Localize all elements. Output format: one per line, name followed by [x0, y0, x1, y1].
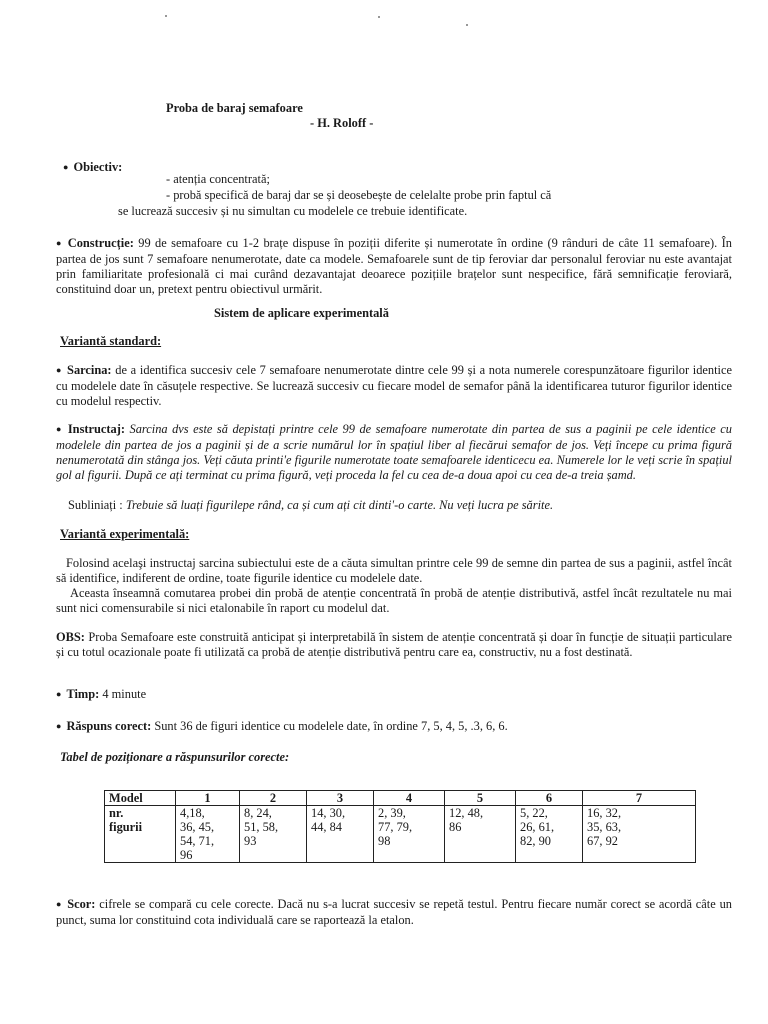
- obs-text: Proba Semafoare este construită anticipat și interpretabilă în sistem de atenție concentrată și doar în funcție de situații particulare și cu totul ocazionale poate fi utilizată ca probă de atenție distributivă pentru care ea, constructiv, nu a fost destinată.: [56, 630, 732, 659]
- objective-line-1: - atenția concentrată;: [166, 172, 270, 186]
- table-header-row: [105, 791, 696, 806]
- experimental-variant-heading: Variantă experimentală:: [60, 527, 190, 541]
- table-header-cell: 6: [516, 791, 583, 806]
- table-header-cell: 1: [176, 791, 240, 806]
- underline-note-label: Subliniați :: [68, 498, 123, 512]
- cell-line: 16, 32,: [587, 806, 622, 820]
- table-cell: [516, 806, 583, 863]
- standard-variant-heading: Variantă standard:: [60, 334, 162, 348]
- table-cell: [307, 806, 374, 863]
- cell-line: 77, 79,: [378, 820, 413, 834]
- cell-line: 2, 39,: [378, 806, 406, 820]
- table-cell: [583, 806, 696, 863]
- time-value: 4 minute: [102, 687, 147, 701]
- cell-line: 82, 90: [520, 834, 551, 848]
- construction-label: ● Construcție:: [56, 236, 134, 250]
- scan-speck: [466, 24, 468, 26]
- underline-note: [68, 498, 553, 513]
- cell-line: 5, 22,: [520, 806, 548, 820]
- system-heading: Sistem de aplicare experimentală: [214, 306, 389, 320]
- score-paragraph: [56, 897, 732, 928]
- objective-label: ● Obiectiv:: [63, 160, 122, 174]
- cell-line: 54, 71,: [180, 834, 215, 848]
- experimental-paragraph-2: Aceasta înseamnă comutarea probei din probă de atenție concentrată în probă de atenție distributivă, astfel încât rezultatele nu mai sunt nici comensurabile si nici etalonabile în raport cu modelul dat.: [56, 586, 732, 615]
- table-row-label: [105, 806, 176, 863]
- task-text: de a identifica succesiv cele 7 semafoare nenumerotate dintre cele 99 și a nota numerele corespunzătoare figurilor identice cu modelele date în căsuțele respective. Se lucrează succesiv cu fiecare model de semafor până la identificarea tuturor figurilor identice cu modelul respectiv.: [56, 363, 732, 408]
- score-text: cifrele se compară cu cele corecte. Dacă nu s-a lucrat succesiv se repetă testul. Pentru fiecare număr corect se acordă câte un punct, suma lor constituind cota individuală care se raportează la etalon.: [56, 897, 732, 927]
- correct-answer-text: Sunt 36 de figuri identice cu modelele date, în ordine 7, 5, 4, 5, .3, 6, 6.: [154, 719, 508, 733]
- table-header-cell: 3: [307, 791, 374, 806]
- score-label: ● Scor:: [56, 897, 95, 911]
- obs-label: OBS:: [56, 630, 85, 644]
- cell-line: 67, 92: [587, 834, 618, 848]
- table-header-cell: 4: [374, 791, 445, 806]
- time-label: ● Timp:: [56, 687, 99, 701]
- cell-line: 96: [180, 848, 193, 862]
- table-cell: [176, 806, 240, 863]
- scan-speck: [378, 16, 380, 18]
- objective-line-2: - probă specifică de baraj dar se și deosebește de celelalte probe prin faptul că: [166, 188, 552, 202]
- table-cell: [445, 806, 516, 863]
- objective-line-3: se lucrează succesiv și nu simultan cu modelele ce trebuie identificate.: [118, 204, 468, 218]
- correct-answer-label: ● Răspuns corect:: [56, 719, 151, 733]
- time-line: [56, 687, 146, 703]
- table-header-cell: 2: [240, 791, 307, 806]
- cell-line: 44, 84: [311, 820, 342, 834]
- cell-line: 98: [378, 834, 391, 848]
- objective-label-line: [63, 160, 122, 176]
- cell-line: 36, 45,: [180, 820, 215, 834]
- answer-table: [104, 790, 696, 863]
- table-header-cell: 7: [583, 791, 696, 806]
- instruction-paragraph: [56, 422, 732, 483]
- row-label-line: nr.: [109, 806, 124, 820]
- correct-answer-line: [56, 719, 508, 735]
- table-header-label: Model: [105, 791, 176, 806]
- cell-line: 14, 30,: [311, 806, 346, 820]
- cell-line: 51, 58,: [244, 820, 279, 834]
- cell-line: 4,18,: [180, 806, 205, 820]
- table-cell: [240, 806, 307, 863]
- task-paragraph: [56, 363, 732, 409]
- document-title: Proba de baraj semafoare: [166, 101, 303, 115]
- table-cell: [374, 806, 445, 863]
- instruction-text: Sarcina dvs este să depistați printre cele 99 de semafoare numerotate din partea de sus a paginii pe cele identice cu modelele din partea de jos a paginii și de a scrie numărul lor în spațiul liber al fiecărui semafor de jos. Veți începe cu prima figură nenumerotată din stânga jos. Veți căuta printi'e figurile numerotate toate semafoarele identicecu ea. Numerele lor le veți scrie în spațiul gol al figurii. După ce ați terminat cu prima figură, veți proceda la fel cu cea de-a doua apoi cu cea de-a treia șamd.: [56, 422, 732, 482]
- table-header-cell: 5: [445, 791, 516, 806]
- table-row: [105, 806, 696, 863]
- obs-paragraph: [56, 630, 732, 660]
- task-label: ● Sarcina:: [56, 363, 112, 377]
- document-author: - H. Roloff -: [310, 116, 374, 130]
- cell-line: 93: [244, 834, 257, 848]
- instruction-label: ● Instructaj:: [56, 422, 125, 436]
- cell-line: 86: [449, 820, 462, 834]
- cell-line: 26, 61,: [520, 820, 555, 834]
- construction-paragraph: [56, 236, 732, 297]
- row-label-line: figurii: [109, 820, 143, 834]
- table-caption: Tabel de poziționare a răspunsurilor corecte:: [60, 750, 290, 764]
- cell-line: 8, 24,: [244, 806, 272, 820]
- cell-line: 12, 48,: [449, 806, 484, 820]
- cell-line: 35, 63,: [587, 820, 622, 834]
- scan-speck: [165, 15, 167, 17]
- construction-text: 99 de semafoare cu 1-2 brațe dispuse în poziții diferite și numerotate în ordine (9 rânduri de câte 11 semafoare). În partea de jos sunt 7 semafoare nenumerotate, date ca modele. Semafoarele sunt de tip feroviar dar personalul feroviar nu este avantajat prin familiaritate profesională ci mai curând dezavantajat deoarece pozițiile brațelor sunt nespecifice, fără semnificație feroviară, constituind doar un, pretext pentru obiectivul urmărit.: [56, 236, 733, 296]
- underline-note-text: Trebuie să luați figurilepe rând, ca și cum ați cit dinti'-o carte. Nu veți lucra pe sărite.: [125, 498, 554, 512]
- experimental-paragraph-1: Folosind acelaşi instructaj sarcina subiectului este de a căuta simultan printre cele 99 de semne din partea de sus a paginii, astfel încât să identifice, indiferent de ordine, toate figurile identice cu modelele date.: [56, 556, 732, 585]
